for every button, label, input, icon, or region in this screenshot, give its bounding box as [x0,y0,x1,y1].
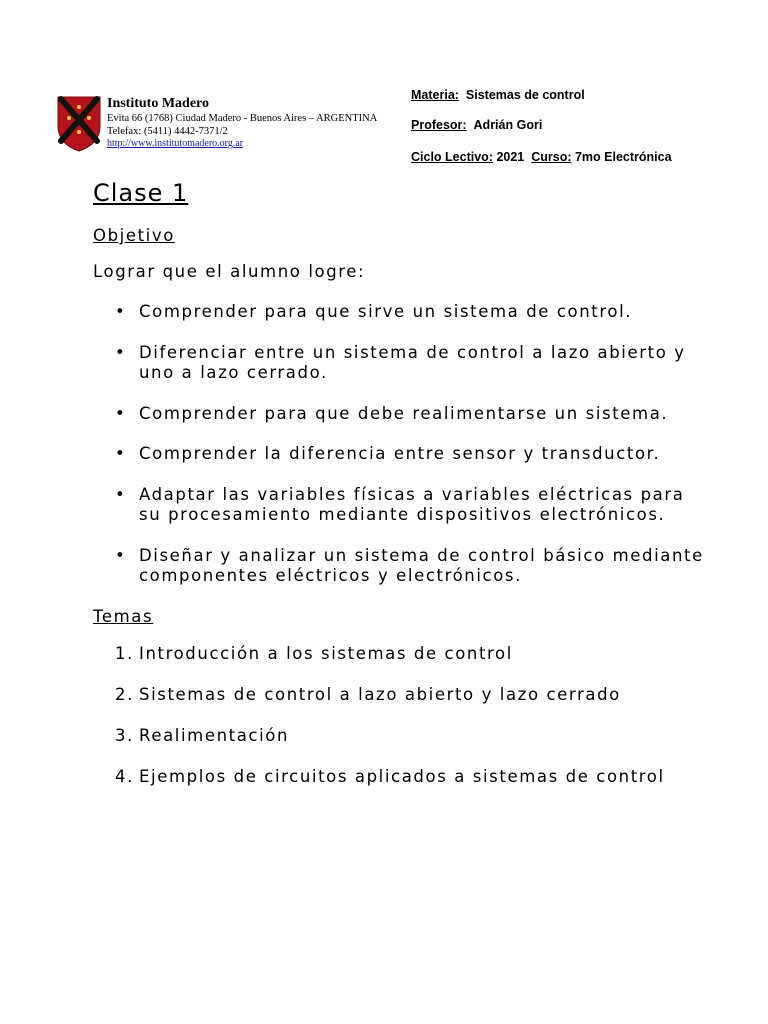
bullet-icon: • [115,484,127,504]
list-item: • Adaptar las variables físicas a variables eléctricas para su procesamiento mediante dispositivos electrónicos. [115,484,685,524]
list-item: 2. Sistemas de control a lazo abierto y lazo cerrado [115,684,621,704]
objetivo-list [93,302,713,587]
list-item: • Diseñar y analizar un sistema de control básico mediante componentes eléctricos y electrónicos. [115,545,704,585]
temas-list [93,643,713,787]
bullet-icon: • [115,342,127,362]
objetivo-intro: Lograr que el alumno logre: [93,262,366,281]
ciclo-value: 2021 [496,150,525,164]
meta-profesor [411,118,542,132]
bullet-icon: • [115,444,127,463]
letterhead [57,96,397,152]
document-body [93,178,713,807]
list-item: • Diferenciar entre un sistema de control a lazo abierto y uno a lazo cerrado. [115,342,686,382]
materia-label: Materia: [411,88,459,102]
bullet-icon: • [115,545,127,565]
curso-label: Curso: [531,150,572,164]
objetivo-heading: Objetivo [93,226,175,245]
ciclo-label: Ciclo Lectivo: [411,150,493,164]
temas-heading: Temas [93,606,154,626]
meta-ciclo [411,150,672,164]
curso-value: 7mo Electrónica [574,150,672,164]
bullet-icon: • [115,403,127,423]
page-title: Clase 1 [93,179,189,207]
materia-value: Sistemas de control [465,88,585,102]
list-item: • Comprender para que debe realimentarse un sistema. [115,403,669,423]
list-item: 3. Realimentación [115,725,290,745]
institution-info [107,96,377,150]
institution-phone: Telefax: (5411) 4442-7371/2 [107,126,228,137]
list-item: • Comprender la diferencia entre sensor y transductor. [115,444,661,463]
list-item: 1. Introducción a los sistemas de control [115,643,513,663]
institution-url-link[interactable]: http://www.institutomadero.org.ar [107,138,244,149]
list-item: • Comprender para que sirve un sistema de control. [115,302,633,321]
institution-address: Evita 66 (1768) Ciudad Madero - Buenos Aires – ARGENTINA [107,113,378,124]
bullet-icon: • [115,302,127,321]
shield-logo-icon [57,96,101,152]
profesor-label: Profesor: [411,118,467,132]
institution-name: Instituto Madero [107,96,210,111]
meta-materia [411,88,585,102]
list-item: 4. Ejemplos de circuitos aplicados a sistemas de control [115,766,665,786]
profesor-value: Adrián Gori [473,118,543,132]
